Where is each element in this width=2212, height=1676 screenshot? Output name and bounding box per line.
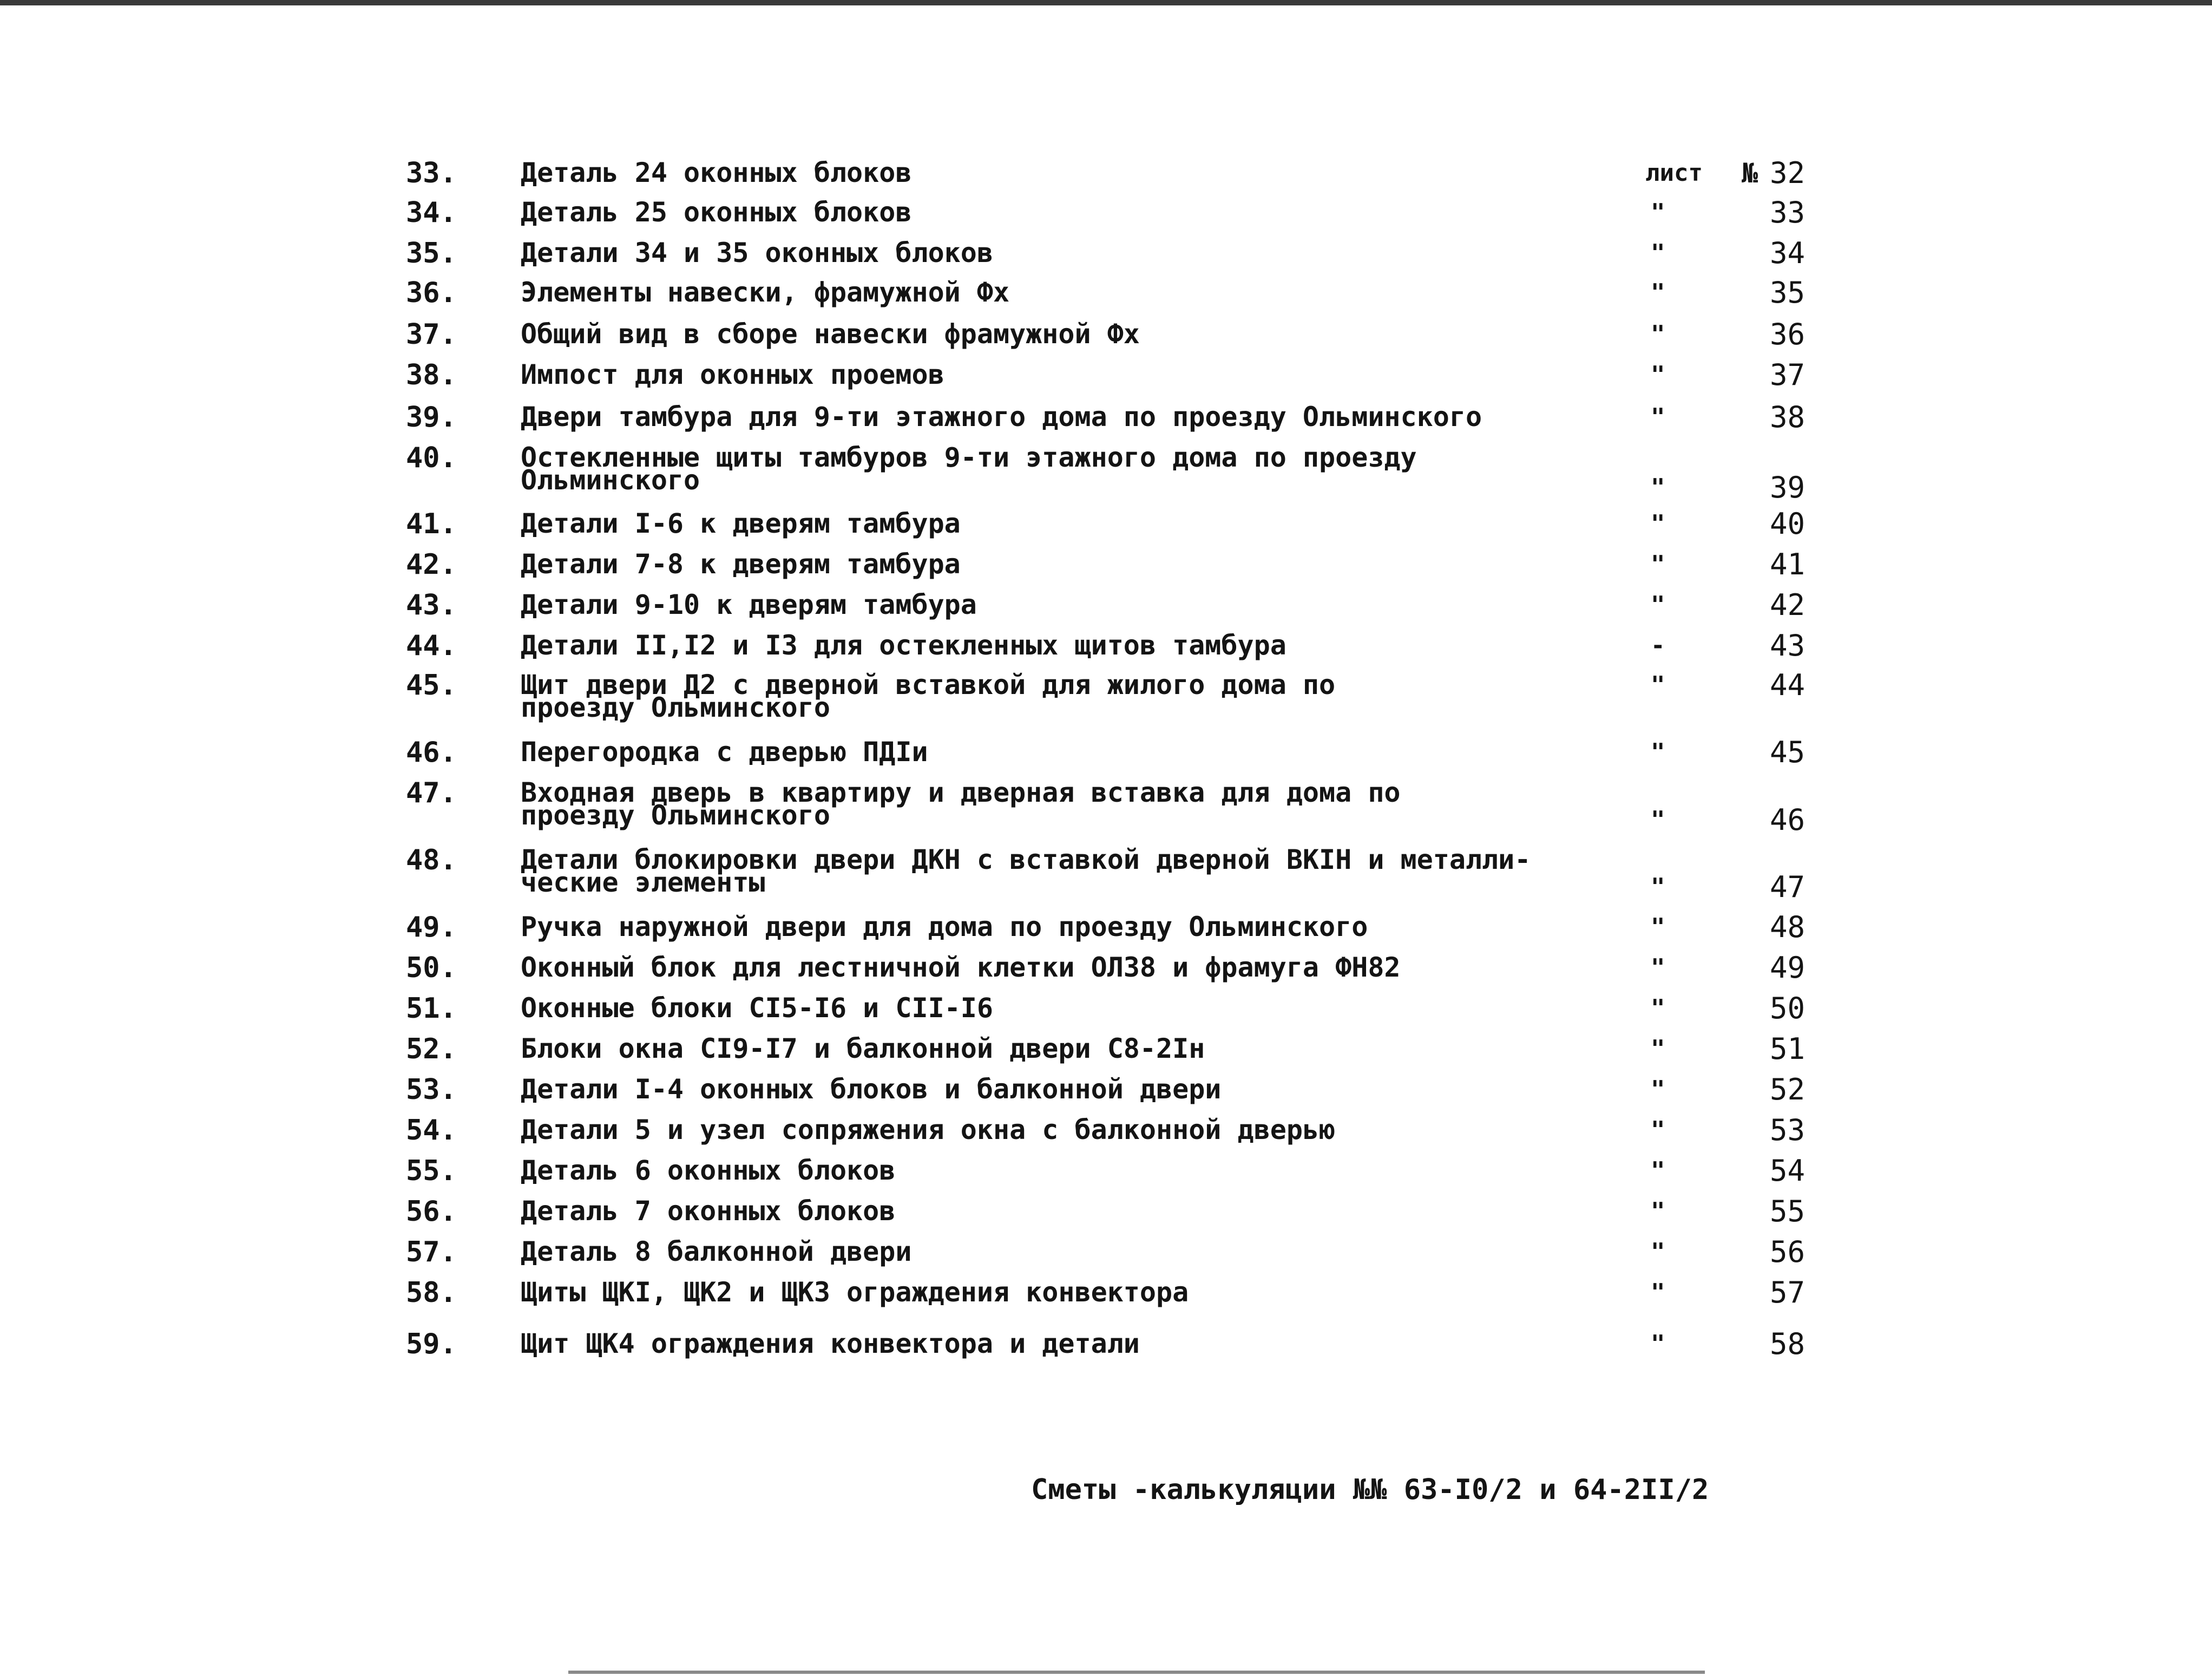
ditto-mark: " [1651, 1076, 1665, 1103]
ditto-mark: " [1651, 361, 1665, 389]
ditto-mark: " [1651, 403, 1665, 431]
entry-title: Общий вид в сборе навески фрамужной Фх [521, 318, 1140, 350]
entry-title: Детали I-4 оконных блоков и балконной двери [521, 1073, 1222, 1105]
ditto-mark: " [1651, 591, 1665, 619]
entry-title: Деталь 24 оконных блоков [521, 157, 912, 188]
entry-page-number: 57 [1770, 1275, 1806, 1310]
entry-title: Детали 7-8 к дверям тамбура [521, 548, 961, 580]
ditto-mark: " [1651, 913, 1665, 941]
entry-page-number: 36 [1770, 317, 1806, 351]
entry-page-number: 49 [1770, 951, 1806, 985]
entry-number: 48. [406, 844, 457, 876]
entry-title: Входная дверь в квартиру и дверная вставка для дома по проезду Ольминского [521, 777, 1401, 831]
ditto-mark: " [1651, 239, 1665, 267]
entry-number: 47. [406, 777, 457, 809]
entry-number: 46. [406, 736, 457, 769]
entry-title: Детали II,I2 и I3 для остекленных щитов тамбура [521, 630, 1286, 661]
entry-page-number: 39 [1770, 470, 1806, 505]
entry-number: 43. [406, 589, 457, 621]
ditto-mark: " [1651, 994, 1665, 1022]
entry-number: 57. [406, 1236, 457, 1268]
entry-page-number: 46 [1770, 803, 1806, 837]
entry-title: Остекленные щиты тамбуров 9-ти этажного дома по проезду Ольминского [521, 442, 1417, 496]
entry-number: 39. [406, 401, 457, 434]
sheet-header-label: лист [1645, 159, 1703, 187]
entry-number: 35. [406, 237, 457, 270]
entry-page-number: 48 [1770, 910, 1806, 944]
ditto-mark: " [1651, 1035, 1665, 1063]
entry-number: 49. [406, 911, 457, 944]
entry-title: Щиты ЩКI, ЩК2 и ЩК3 ограждения конвектора [521, 1276, 1189, 1308]
entry-page-number: 43 [1770, 628, 1806, 663]
entry-number: 53. [406, 1073, 457, 1106]
entry-number: 38. [406, 359, 457, 391]
entry-number: 56. [406, 1195, 457, 1228]
entry-title: Щит двери Д2 с дверной вставкой для жилого дома по проезду Ольминского [521, 669, 1336, 723]
ditto-mark: " [1651, 1279, 1665, 1306]
ditto-mark: " [1651, 1116, 1665, 1144]
entry-number: 51. [406, 992, 457, 1025]
entry-title: Детали 9-10 к дверям тамбура [521, 589, 977, 620]
entry-title: Детали 34 и 35 оконных блоков [521, 237, 993, 269]
entry-page-number: 58 [1770, 1327, 1806, 1361]
entry-number: 44. [406, 630, 457, 662]
entry-page-number: 42 [1770, 588, 1806, 622]
ditto-mark: " [1651, 320, 1665, 348]
ditto-mark: " [1651, 954, 1665, 981]
entry-title: Детали I-6 к дверям тамбура [521, 508, 961, 539]
entry-title: Ручка наружной двери для дома по проезду Ольминского [521, 911, 1368, 942]
ditto-mark: " [1651, 1197, 1665, 1225]
ditto-mark: " [1651, 873, 1665, 901]
entry-number: 37. [406, 318, 457, 351]
entry-page-number: 56 [1770, 1235, 1806, 1269]
entry-page-number: 53 [1770, 1113, 1806, 1147]
ditto-mark: " [1651, 1238, 1665, 1266]
entry-number: 54. [406, 1114, 457, 1147]
entry-title: Оконные блоки СI5-I6 и СII-I6 [521, 992, 993, 1024]
entry-number: 42. [406, 548, 457, 581]
ditto-mark: " [1651, 551, 1665, 578]
entry-page-number: 45 [1770, 735, 1806, 769]
entry-number: 55. [406, 1155, 457, 1187]
entry-page-number: 32 [1770, 156, 1806, 190]
entry-title: Деталь 8 балконной двери [521, 1236, 912, 1267]
entry-number: 36. [406, 277, 457, 309]
entry-number: 45. [406, 669, 457, 702]
entry-number: 41. [406, 508, 457, 540]
entry-page-number: 41 [1770, 547, 1806, 581]
ditto-mark: " [1651, 1157, 1665, 1184]
ditto-mark: - [1651, 632, 1665, 659]
entry-title: Детали блокировки двери ДКН с вставкой дверной ВКIН и металли- ческие элементы [521, 844, 1531, 898]
entry-page-number: 55 [1770, 1194, 1806, 1228]
entry-number: 40. [406, 442, 457, 474]
entry-title: Блоки окна СI9-I7 и балконной двери С8-2Iн [521, 1033, 1205, 1064]
entry-title: Оконный блок для лестничной клетки ОЛ38 и фрамуга ФН82 [521, 952, 1401, 983]
entry-page-number: 33 [1770, 195, 1806, 230]
entry-number: 59. [406, 1328, 457, 1360]
entry-page-number: 50 [1770, 991, 1806, 1025]
ditto-mark: " [1651, 671, 1665, 699]
entry-title: Деталь 25 оконных блоков [521, 197, 912, 228]
entry-page-number: 40 [1770, 507, 1806, 541]
entry-page-number: 44 [1770, 668, 1806, 702]
entry-title: Импост для оконных проемов [521, 359, 944, 390]
ditto-mark: " [1651, 738, 1665, 766]
ditto-mark: " [1651, 1330, 1665, 1358]
entry-title: Деталь 7 оконных блоков [521, 1195, 896, 1227]
entry-page-number: 34 [1770, 236, 1806, 270]
number-header-label: № [1742, 158, 1758, 189]
entry-number: 58. [406, 1276, 457, 1309]
entry-title: Щит ЩК4 ограждения конвектора и детали [521, 1328, 1140, 1359]
entry-page-number: 51 [1770, 1032, 1806, 1066]
ditto-mark: " [1651, 806, 1665, 834]
entry-title: Двери тамбура для 9-ти этажного дома по проезду Ольминского [521, 401, 1482, 433]
entry-page-number: 37 [1770, 358, 1806, 392]
entry-number: 52. [406, 1033, 457, 1065]
entry-page-number: 52 [1770, 1072, 1806, 1107]
entry-page-number: 54 [1770, 1154, 1806, 1188]
ditto-mark: " [1651, 279, 1665, 306]
ditto-mark: " [1651, 510, 1665, 538]
entry-number: 34. [406, 197, 457, 229]
ditto-mark: " [1651, 474, 1665, 501]
entry-page-number: 47 [1770, 870, 1806, 904]
entry-page-number: 38 [1770, 400, 1806, 434]
entry-page-number: 35 [1770, 276, 1806, 310]
entry-number: 50. [406, 952, 457, 984]
footer-estimates-note: Сметы -калькуляции №№ 63-I0/2 и 64-2II/2 [1031, 1474, 1709, 1506]
entry-title: Перегородка с дверью ПДIи [521, 736, 928, 768]
ditto-mark: " [1651, 199, 1665, 226]
entry-title: Элементы навески, фрамужной Фх [521, 277, 1010, 308]
entry-title: Деталь 6 оконных блоков [521, 1155, 896, 1186]
entry-number: 33. [406, 157, 457, 189]
entry-title: Детали 5 и узел сопряжения окна с балконной дверью [521, 1114, 1336, 1145]
